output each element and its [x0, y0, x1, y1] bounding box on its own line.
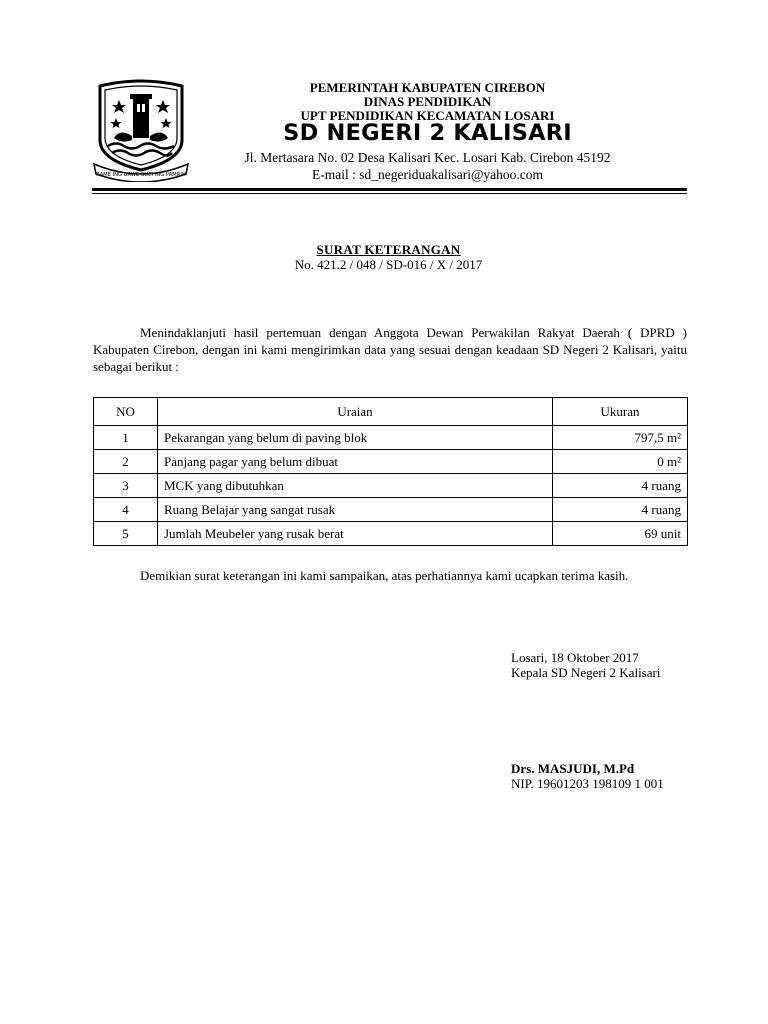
- row-ukuran: 0 m²: [553, 450, 688, 474]
- items-table: [93, 397, 688, 546]
- signature-role: Kepala SD Negeri 2 Kalisari: [511, 665, 661, 680]
- table-row: [94, 522, 688, 546]
- row-no: 3: [94, 474, 158, 498]
- signature-place-date: Losari, 18 Oktober 2017: [511, 650, 639, 665]
- row-no: 2: [94, 450, 158, 474]
- row-uraian: Jumlah Meubeler yang rusak berat: [158, 522, 553, 546]
- row-uraian: Ruang Belajar yang sangat rusak: [158, 498, 553, 522]
- letter-intro: Menindaklanjuti hasil pertemuan dengan Anggota Dewan Perwakilan Rakyat Daerah ( DPRD ) Kabupaten Cirebon, dengan ini kami mengirimkan data yang sesuai dengan keadaan SD Negeri 2 Kalisari, yaitu sebagai berikut :: [93, 325, 687, 374]
- school-email: E-mail : sd_negeriduakalisari@yahoo.com: [312, 167, 543, 182]
- table-row: [94, 474, 688, 498]
- row-no: 4: [94, 498, 158, 522]
- row-ukuran: 4 ruang: [553, 498, 688, 522]
- header-government: PEMERINTAH KABUPATEN CIREBON: [309, 80, 546, 95]
- header-department: DINAS PENDIDIKAN: [363, 94, 492, 109]
- row-uraian: Panjang pagar yang belum dibuat: [158, 450, 553, 474]
- header-no: NO: [94, 398, 158, 426]
- logo-motto: RAME ING GAWE SUCI ING PAMRIH: [96, 172, 186, 178]
- row-uraian: Pekarangan yang belum di paving blok: [158, 426, 553, 450]
- header-upt: UPT PENDIDIKAN KECAMATAN LOSARI: [300, 108, 555, 123]
- row-uraian: MCK yang dibutuhkan: [158, 474, 553, 498]
- school-name: SD NEGERI 2 KALISARI: [283, 120, 572, 146]
- signature-nip: NIP. 19601203 198109 1 001: [511, 776, 664, 791]
- table-row: [94, 450, 688, 474]
- letter-title: SURAT KETERANGAN: [316, 242, 461, 257]
- table-row: [94, 426, 688, 450]
- signature-name: Drs. MASJUDI, M.Pd: [511, 761, 635, 776]
- letter-number: No. 421.2 / 048 / SD-016 / X / 2017: [294, 257, 483, 272]
- row-no: 1: [94, 426, 158, 450]
- row-ukuran: 797,5 m²: [553, 426, 688, 450]
- header-uraian: Uraian: [158, 398, 553, 426]
- letterhead-rule-thin: [92, 193, 687, 194]
- letter-closing: Demikian surat keterangan ini kami sampaikan, atas perhatiannya kami ucapkan terima kasih.: [140, 568, 629, 583]
- row-ukuran: 4 ruang: [553, 474, 688, 498]
- letterhead-rule-thick: [92, 188, 687, 191]
- row-ukuran: 69 unit: [553, 522, 688, 546]
- table-row: [94, 498, 688, 522]
- row-no: 5: [94, 522, 158, 546]
- table-header-row: [94, 398, 688, 426]
- school-address: Jl. Mertasara No. 02 Desa Kalisari Kec. Losari Kab. Cirebon 45192: [244, 150, 611, 165]
- cirebon-regency-emblem-icon: [92, 78, 190, 182]
- header-ukuran: Ukuran: [553, 398, 688, 426]
